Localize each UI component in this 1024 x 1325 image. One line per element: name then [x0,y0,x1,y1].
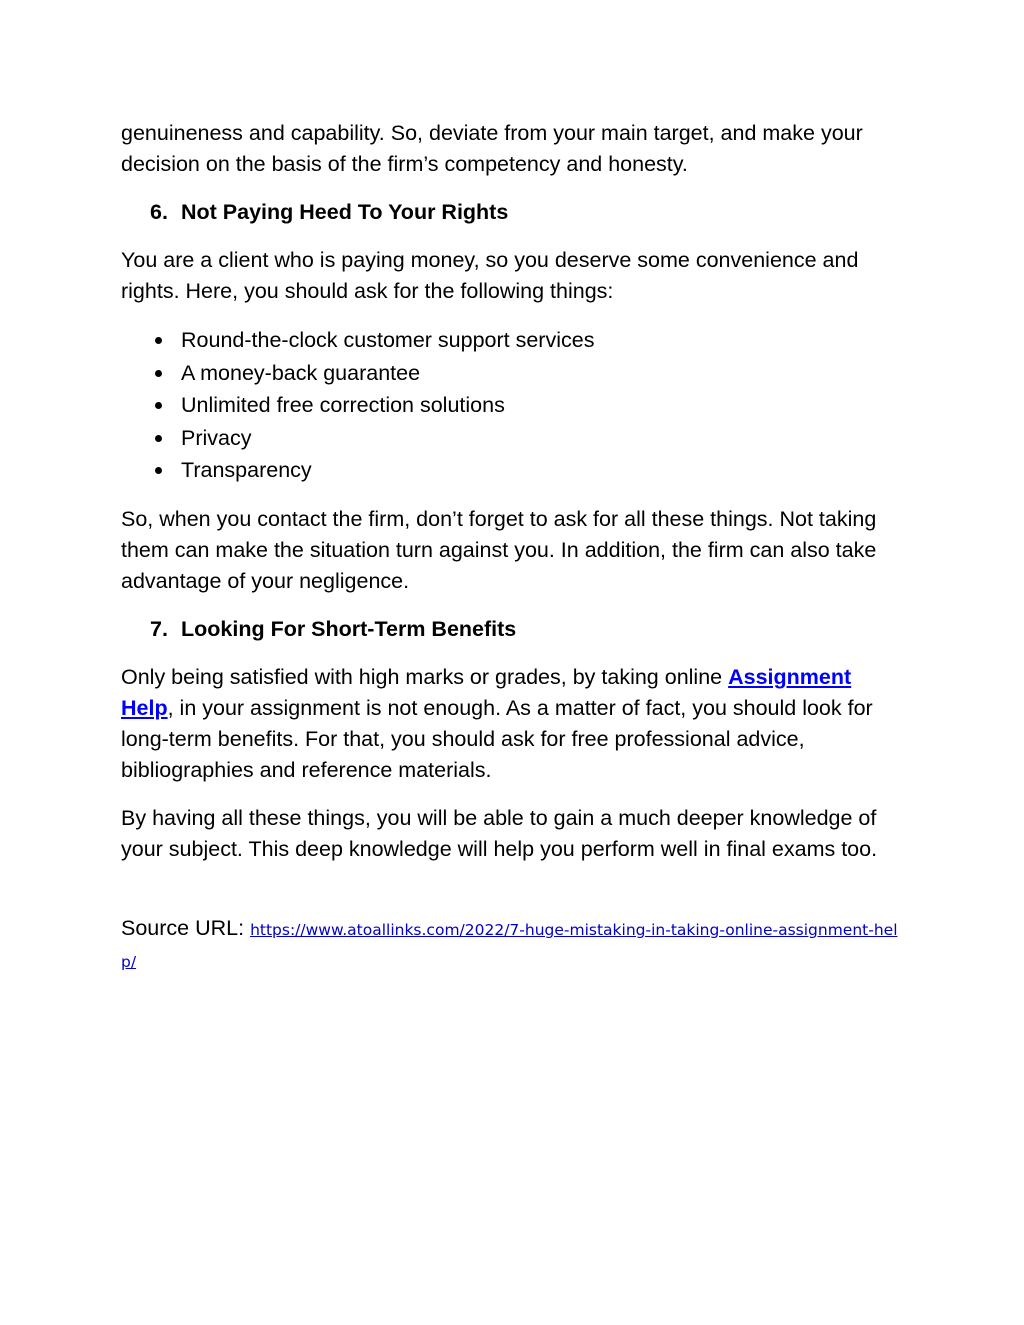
section-title: Not Paying Heed To Your Rights [181,200,509,224]
list-item [121,389,901,422]
section-number: 7. [150,616,168,641]
rights-outro-paragraph: So, when you contact the firm, don’t forget to ask for all these things. Not taking them can make the situation turn against you. In addition, the firm can also take advantage of your negligence. [121,506,877,593]
benefits-text-end: , in your assignment is not enough. As a matter of fact, you should look for long-term benefits. For that, you should ask for free professional advice, bibliographies and reference materials. [121,695,873,782]
list-item-text: A money-back guarantee [181,360,421,385]
rights-bullet-list [121,324,901,487]
list-item [121,324,901,357]
source-url-link[interactable]: https://www.atoallinks.com/2022/7-huge-mistaking-in-taking-online-assignment-help/ [121,920,898,971]
section-heading-rights [121,197,901,228]
source-line [121,913,901,977]
source-label: Source URL: [121,915,251,940]
assignment-help-link[interactable]: Assignment Help [121,664,852,720]
bullet-icon [121,324,181,357]
list-item [121,454,901,487]
closing-paragraph: By having all these things, you will be able to gain a much deeper knowledge of your subject. This deep knowledge will help you perform well in final exams too. [121,805,878,861]
bullet-icon [121,454,181,487]
list-item-text: Unlimited free correction solutions [181,393,505,418]
section-heading-benefits [121,614,901,645]
rights-intro-paragraph: You are a client who is paying money, so you deserve some convenience and rights. Here, you should ask for the following things: [121,248,859,303]
bullet-icon [121,389,181,422]
benefits-text-start: Only being satisfied with high marks or grades, by taking online [121,664,729,689]
list-item-text: Privacy [181,425,252,450]
list-item [121,422,901,455]
benefits-paragraph [121,662,901,786]
intro-paragraph: genuineness and capability. So, deviate from your main target, and make your decision on the basis of the firm’s competency and honesty. [121,121,863,176]
bullet-icon [121,357,181,390]
list-item-text: Transparency [181,458,312,483]
document-page [121,118,901,994]
section-title: Looking For Short-Term Benefits [181,616,517,641]
list-item-text: Round-the-clock customer support services [181,328,595,352]
list-item [121,357,901,390]
section-number: 6. [150,200,168,224]
bullet-icon [121,422,181,455]
